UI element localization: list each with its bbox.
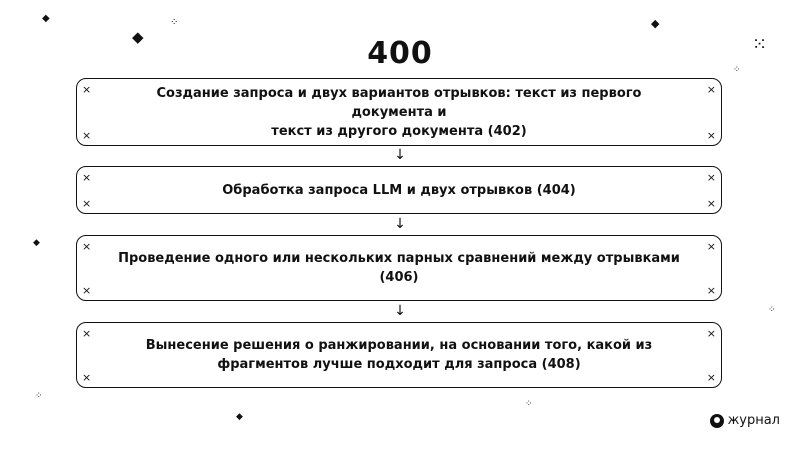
corner-mark-icon: ×	[82, 171, 92, 184]
sparkle-icon: ⁘	[170, 17, 179, 28]
brand-label: журнал	[727, 413, 780, 428]
flow-step-406	[76, 235, 722, 301]
corner-mark-icon: ×	[82, 284, 92, 297]
flow-step-408	[76, 322, 722, 388]
corner-mark-icon: ×	[82, 371, 92, 384]
corner-mark-icon: ×	[706, 284, 716, 297]
corner-mark-icon: ×	[706, 171, 716, 184]
journal-logo-icon	[710, 414, 724, 428]
arrow-down-icon: ↓	[394, 216, 406, 232]
corner-mark-icon: ×	[706, 197, 716, 210]
corner-mark-icon: ×	[82, 83, 92, 96]
corner-mark-icon: ×	[706, 83, 716, 96]
diamond-icon: ◆	[236, 412, 243, 422]
sparkle-icon: ⁘	[35, 391, 43, 401]
diamond-icon: ◆	[33, 238, 40, 248]
corner-mark-icon: ×	[706, 327, 716, 340]
diagram-title: 400	[367, 36, 433, 71]
corner-mark-icon: ×	[82, 197, 92, 210]
arrow-down-icon: ↓	[394, 147, 406, 163]
sparkle-icon: ⁘	[525, 399, 533, 409]
corner-mark-icon: ×	[82, 129, 92, 142]
flow-step-text: Вынесение решения о ранжировании, на основании того, какой из фрагментов лучше подходит для запроса (408)	[145, 338, 653, 372]
flow-step-402	[76, 78, 722, 146]
flow-step-text: Проведение одного или нескольких парных сравнений между отрывками (406)	[118, 251, 680, 285]
corner-mark-icon: ×	[82, 240, 92, 253]
arrow-down-icon: ↓	[394, 303, 406, 319]
diamond-icon: ◆	[651, 17, 660, 30]
corner-mark-icon: ×	[706, 129, 716, 142]
sparkle-icon: ⁘	[768, 305, 776, 315]
brand-logo	[710, 413, 780, 428]
diamond-icon: ◆	[132, 28, 144, 46]
flow-step-text: Создание запроса и двух вариантов отрывков: текст из первого документа и текст из другого документа (402)	[156, 85, 642, 139]
corner-mark-icon: ×	[706, 240, 716, 253]
flow-step-404	[76, 166, 722, 214]
corner-mark-icon: ×	[82, 327, 92, 340]
sparkle-icon: ⁘	[733, 65, 741, 75]
flow-step-text: Обработка запроса LLM и двух отрывков (404)	[222, 182, 576, 198]
sparkle-icon: ⁙	[752, 34, 768, 55]
corner-mark-icon: ×	[706, 371, 716, 384]
diamond-icon: ◆	[42, 13, 50, 24]
